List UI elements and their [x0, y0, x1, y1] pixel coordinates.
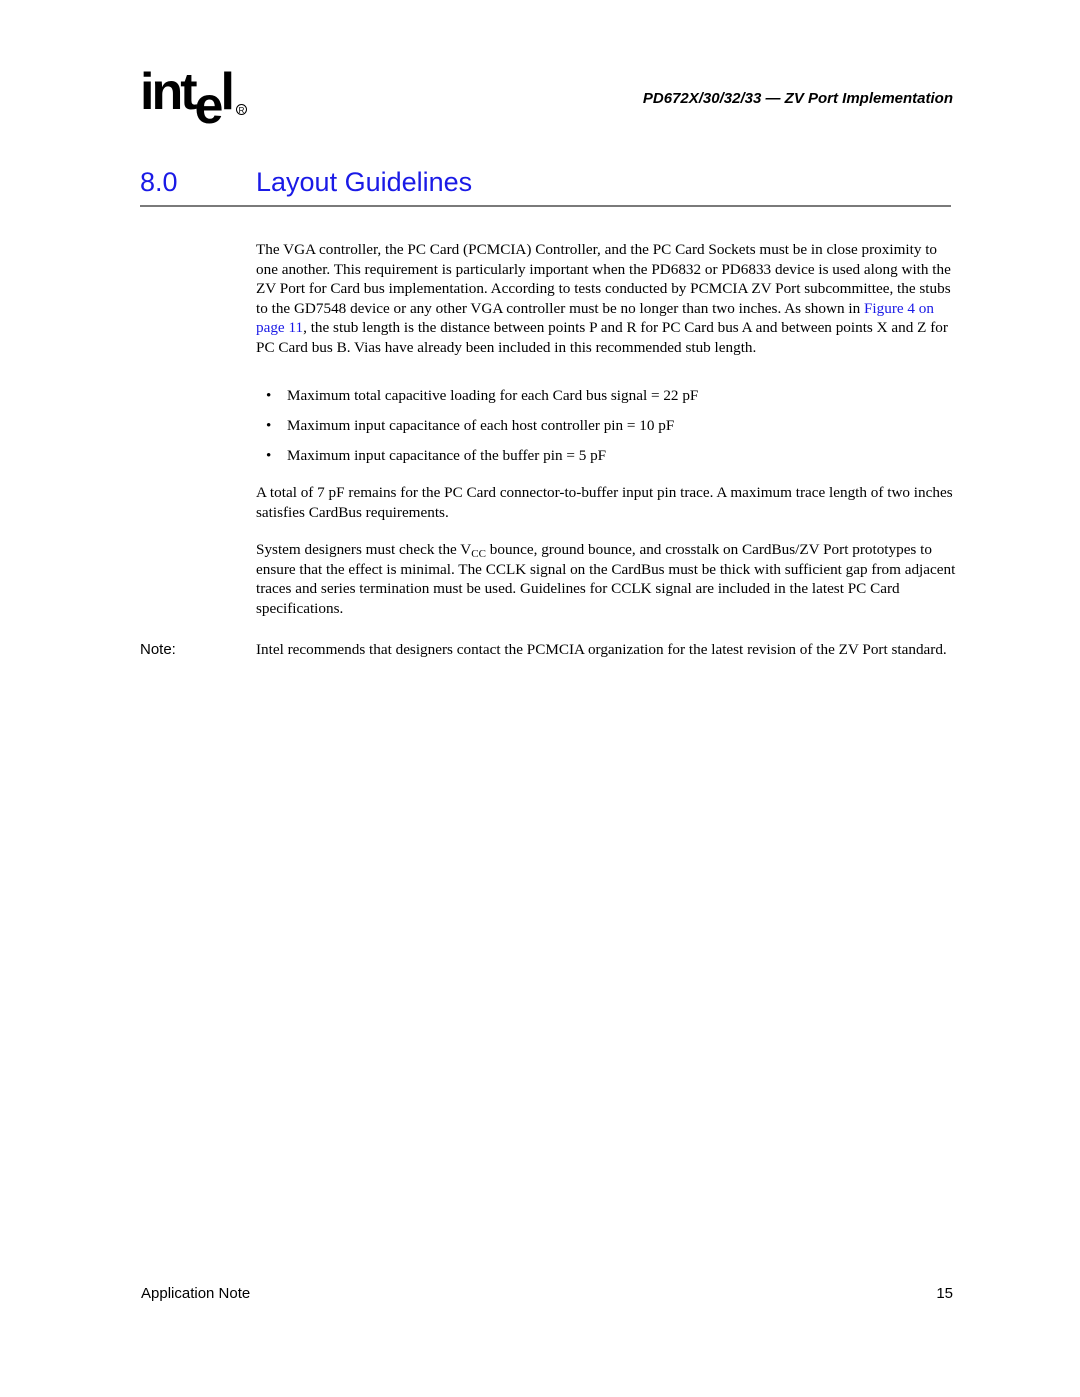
bullet-icon: •: [266, 447, 272, 464]
note-text: Intel recommends that designers contact the PCMCIA organization for the latest revision of the ZV Port standard.: [256, 641, 947, 658]
paragraph-trace-length: A total of 7 pF remains for the PC Card connector-to-buffer input pin trace. A maximum trace length of two inches satisfies CardBus requirements.: [256, 484, 953, 521]
registered-mark-icon: R: [236, 104, 247, 115]
footer-doc-type: Application Note: [141, 1285, 251, 1302]
capacitance-list: [256, 386, 956, 476]
paragraph-intro: The VGA controller, the PC Card (PCMCIA) Controller, and the PC Card Sockets must be in close proximity to one another. This requirement is particularly important when the PD6832 or PD6833 device is used along with the ZV Port for Card bus implementation. According to tests conducted by PCMCIA ZV Port subcommittee, the stubs to the GD7548 device or any other VGA controller must be no longer than two inches. As shown in Figure 4 on page 11, the stub length is the distance between points P and R for PC Card bus A and between points X and Z for PC Card bus B. Vias have already been included in this recommended stub length.: [256, 241, 951, 356]
intel-logo-wordmark: intel: [140, 63, 232, 135]
heading-rule: [140, 205, 951, 207]
figure-4-link[interactable]: Figure 4 on page 11: [256, 299, 934, 336]
bullet-icon: •: [266, 417, 272, 434]
section-heading: [140, 166, 951, 198]
document-title: PD672X/30/32/33 — ZV Port Implementation: [642, 90, 953, 107]
paragraph-system-designers: System designers must check the $V_{CC}$ bounce, ground bounce, and crosstalk on CardBus/ZV Port prototypes to ensure that the effect is minimal. The CCLK signal on the CardBus must be thick with sufficient gap from adjacent traces and series termination must be used. Guidelines for CCLK signal are included in the latest PC Card specifications.: [256, 541, 956, 617]
note-label: Note:: [140, 641, 176, 658]
list-item: • Maximum input capacitance of the buffer pin = 5 pF: [266, 447, 607, 464]
section-number: 8.0: [140, 167, 178, 197]
intel-logo: [140, 63, 250, 135]
list-item: • Maximum input capacitance of each host controller pin = 10 pF: [266, 417, 675, 434]
list-item: • Maximum total capacitive loading for each Card bus signal = 22 pF: [266, 387, 699, 404]
bullet-icon: •: [266, 387, 272, 404]
footer-page-number: 15: [936, 1285, 953, 1302]
section-title: Layout Guidelines: [256, 167, 473, 197]
